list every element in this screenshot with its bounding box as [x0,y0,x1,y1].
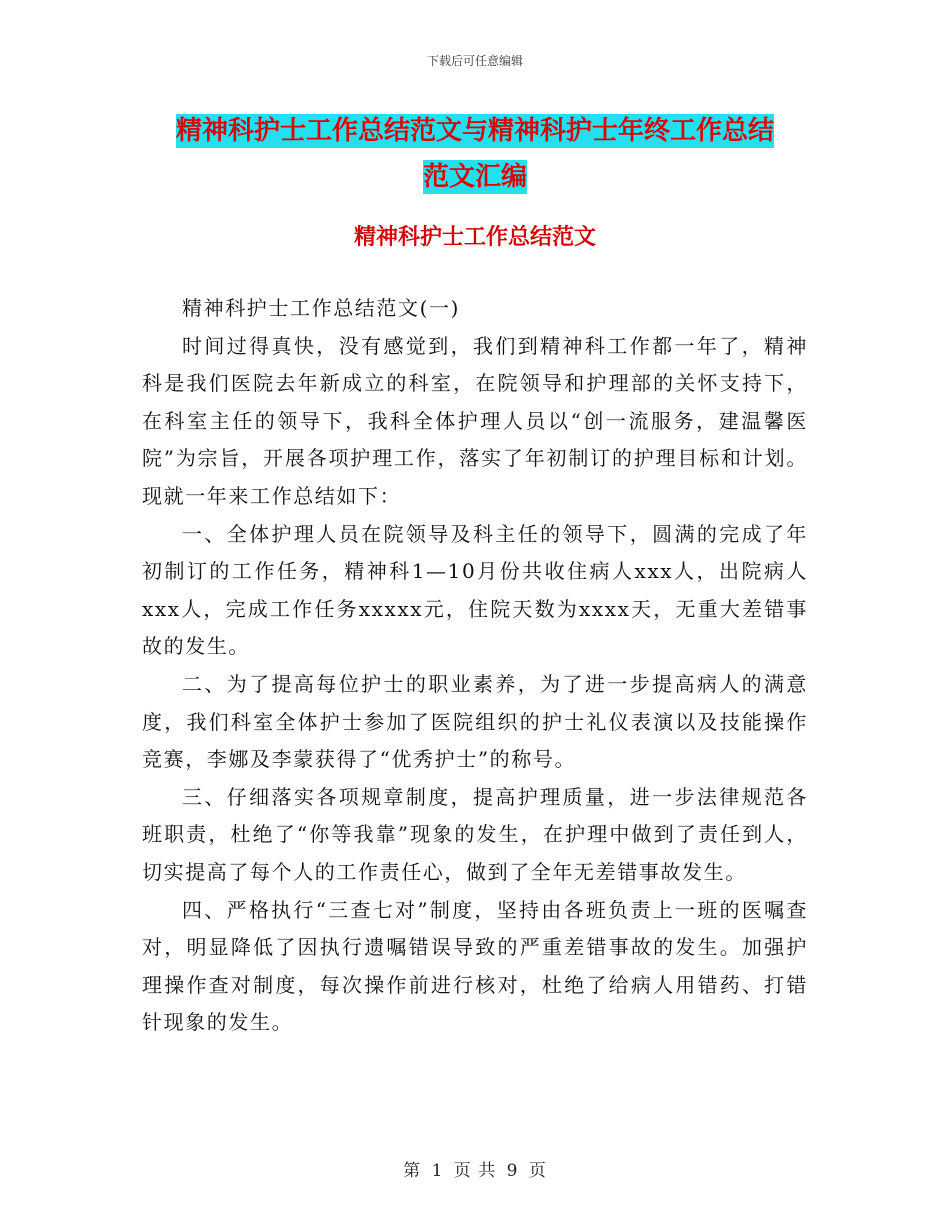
footer-prefix: 第 [403,1161,422,1181]
paragraph-subtitle: 精神科护士工作总结范文(一) [182,296,461,320]
page-footer [0,1156,950,1181]
footer-total-pages: 9 [506,1161,519,1181]
main-title-line-1: 精神科护士工作总结范文与精神科护士年终工作总结 [175,116,774,146]
main-title-line-2: 范文汇编 [422,162,527,192]
header-note: 下载后可任意编辑 [426,54,523,68]
paragraph-item-2: 二、为了提高每位护士的职业素养，为了进一步提高病人的满意度，我们科室全体护士参加了医院组织的护士礼仪表演以及技能操作竞赛，李娜及李蒙获得了“优秀护士”的称号。 [142,671,808,772]
body-text [142,290,808,1042]
paragraph-item-1: 一、全体护理人员在院领导及科主任的领导下，圆满的完成了年初制订的工作任务，精神科1—10月份共收住病人xxx人，出院病人xxx人，完成工作任务xxxxx元，住院天数为xxxx天，无重大差错事故的发生。 [142,521,808,659]
footer-current-page: 1 [431,1161,444,1181]
footer-suffix: 页 [528,1161,547,1181]
paragraph-intro: 时间过得真快，没有感觉到，我们到精神科工作都一年了，精神科是我们医院去年新成立的科室，在院领导和护理部的关怀支持下，在科室主任的领导下，我科全体护理人员以“创一流服务，建温馨医院”为宗旨，开展各项护理工作，落实了年初制订的护理目标和计划。现就一年来工作总结如下： [142,333,808,508]
paragraph-item-4: 四、严格执行“三查七对”制度，坚持由各班负责上一班的医嘱查对，明显降低了因执行遗嘱错误导致的严重差错事故的发生。加强护理操作查对制度，每次操作前进行核对，杜绝了给病人用错药、打错针现象的发生。 [142,897,808,1035]
main-title [100,108,850,200]
section-title: 精神科护士工作总结范文 [353,225,596,250]
footer-middle: 页 共 [453,1161,497,1181]
paragraph-item-3: 三、仔细落实各项规章制度，提高护理质量，进一步法律规范各班职责，杜绝了“你等我靠”现象的发生，在护理中做到了责任到人，切实提高了每个人的工作责任心，做到了全年无差错事故发生。 [142,784,808,884]
